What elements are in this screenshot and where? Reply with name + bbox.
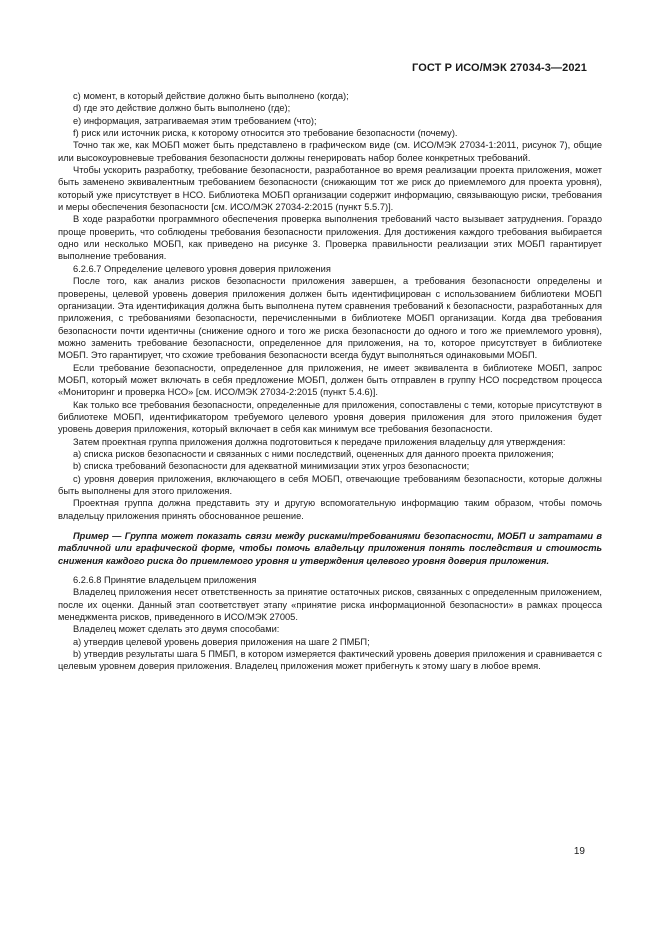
paragraph: Владелец может сделать это двумя способами: — [73, 624, 280, 635]
list-item-c: c) уровня доверия приложения, включающего в себя МОБП, отвечающие требованиям безопасности, которые должны быть выполнены для этого приложения. — [58, 473, 602, 496]
standard-header: ГОСТ Р ИСО/МЭК 27034-3—2021 — [412, 62, 587, 74]
paragraph: Точно так же, как МОБП может быть представлено в графическом виде (см. ИСО/МЭК 27034-1:2011, рисунок 7), общие или высокоуровневые требования безопасности должны генерировать набор более конкретных требований. — [58, 140, 602, 163]
paragraph: Чтобы ускорить разработку, требование безопасности, разработанное во время реализации проекта приложения, может быть заменено эквивалентным требованием безопасности (снижающим тот же риск до приемлемого для проекта уровня), который уже присутствует в НСО. Библиотека МОБП организации содержит информацию, связывающую риски, требования и меры обеспечения безопасности [см. ИСО/МЭК 27034-2:2015 (пункт 5.5.7)]. — [58, 165, 602, 213]
body-text — [58, 90, 602, 673]
example-note: Пример — Группа может показать связи между рисками/требованиями безопасности, МОБП и затратами в табличной или графической форме, чтобы помочь владельцу приложения понять последствия и стоимость снижения каждого риска до приемлемого уровня и утверждения целевого уровня доверия приложения. — [58, 531, 602, 566]
paragraph: Владелец приложения несет ответственность за принятие остаточных рисков, связанных с определенным приложением, после их оценки. Данный этап соответствует этапу «принятие риска информационной безопасности» в рамках процесса менеджмента рисков, приведенного в ИСО/МЭК 27005. — [58, 587, 602, 623]
paragraph: После того, как анализ рисков безопасности приложения завершен, а требования безопасности определены и проверены, целевой уровень доверия приложения должен быть идентифицирован с использованием библиотеки МОБП организации. Эта идентификация должна быть выполнена путем сравнения требований к безопасности, разработанных для приложения, с требованиями безопасности, перечисленными в библиотеке МОБП организации. Когда два требования безопасности почти идентичны (снижение одного и того же риска безопасности до одного и того же приемлемого уровня), можно заменить требование безопасности, определенное для приложения, на то, которое присутствует в библиотеке МОБП. Это гарантирует, что схожие требования безопасности всегда будут выполняться одинаковыми МОБП. — [58, 276, 602, 361]
list-item-f: f) риск или источник риска, к которому относится это требование безопасности (почему). — [73, 128, 458, 139]
paragraph: Проектная группа должна представить эту и другую вспомогательную информацию таким образом, чтобы помочь владельцу приложения принять обоснованное решение. — [58, 498, 602, 521]
paragraph: В ходе разработки программного обеспечения проверка выполнения требований часто вызывает затруднения. Гораздо проще проверить, что соблюдены требования безопасности приложения. Для достижения каждого требования выбирается одно или несколько МОБП, как приведено на рисунке 3. Проверка правильности реализации этих МОБП гарантирует выполнение требования. — [58, 214, 602, 262]
list-item-c: c) момент, в который действие должно быть выполнено (когда); — [73, 91, 349, 101]
section-heading-6-2-6-7: 6.2.6.7 Определение целевого уровня доверия приложения — [73, 263, 331, 274]
list-item-a: a) утвердив целевой уровень доверия приложения на шаге 2 ПМБП; — [73, 636, 370, 647]
list-item-b: b) утвердив результаты шага 5 ПМБП, в котором измеряется фактический уровень доверия приложения и сравнивается с целевым уровнем доверия приложения. Владелец приложения может прибегнуть к этому шагу в любое время. — [58, 649, 602, 672]
list-item-b: b) списка требований безопасности для адекватной минимизации этих угроз безопасности; — [73, 461, 470, 472]
paragraph: Затем проектная группа приложения должна подготовиться к передаче приложения владельцу для утверждения: — [73, 436, 566, 447]
list-item-e: e) информация, затрагиваемая этим требованием (что); — [73, 115, 317, 126]
list-item-d: d) где это действие должно быть выполнено (где); — [73, 103, 291, 114]
list-item-a: a) списка рисков безопасности и связанных с ними последствий, оцененных для данного проекта приложения; — [73, 448, 554, 459]
paragraph: Если требование безопасности, определенное для приложения, не имеет эквивалента в библиотеке МОБП, запрос МОБП, который может включать в себя предложение МОБП, должен быть отправлен в группу НСО посредством процесса «Мониторинг и проверка НСО» [см. ИСО/МЭК 27034-2:2015 (пункт 5.4.6)]. — [58, 362, 602, 398]
paragraph: Как только все требования безопасности, определенные для приложения, сопоставлены с теми, которые присутствуют в библиотеке МОБП, идентификатором требуемого целевого уровня доверия приложения для этого приложения будет уровень доверия приложения, который включает в себя как минимум все требования безопасности. — [58, 399, 602, 435]
page-number: 19 — [573, 846, 585, 857]
section-heading-6-2-6-8: 6.2.6.8 Принятие владельцем приложения — [73, 575, 257, 586]
